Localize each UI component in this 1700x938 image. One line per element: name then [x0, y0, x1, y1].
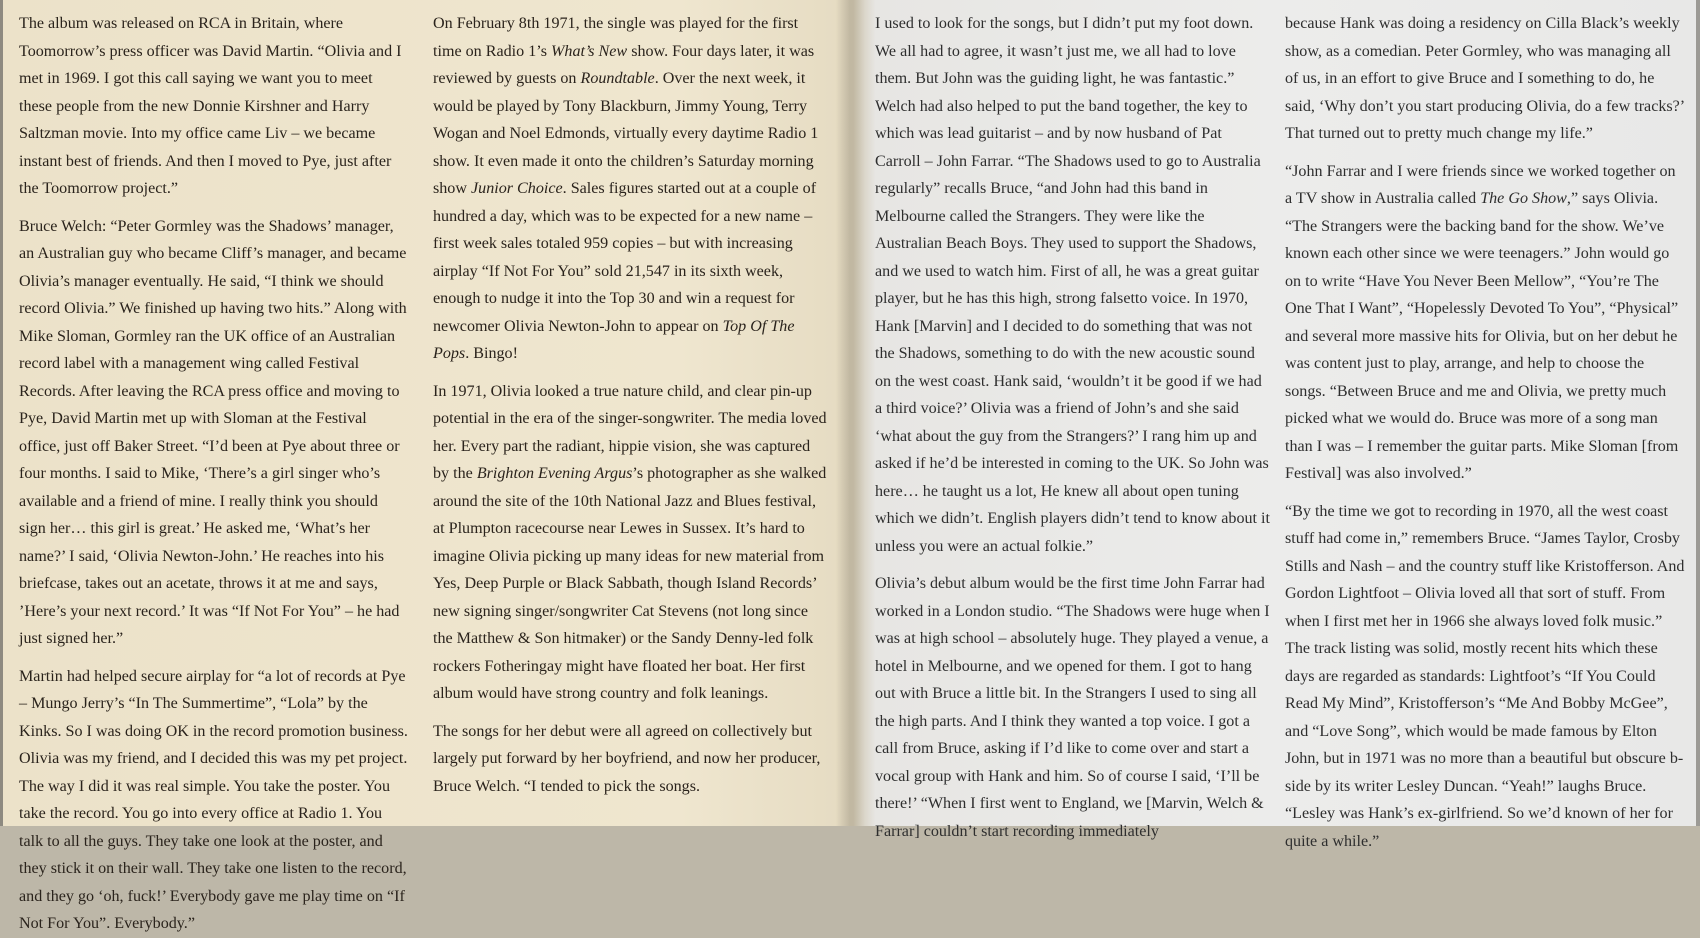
column-3 [875, 10, 1271, 840]
paragraph [433, 10, 829, 368]
paragraph: The songs for her debut were all agreed on collectively but largely put forward by her boyfriend, and now her producer, Bruce Welch. “I tended to pick the songs. [433, 722, 821, 795]
text-run: ’s photographer as she walked around the site of the 10th National Jazz and Blues festival, at Plumpton racecourse near Lewes in Sussex. It’s hard to imagine Olivia picking up many ideas for new material from Yes, Deep Purple or Black Sabbath, though Island Records’ new signing singer/songwriter Cat Stevens (not long since the Matthew & Son hitmaker) or the Sandy Denny-led folk rockers Fotheringay might have floated her boat. Her first album would have strong country and folk leanings. [433, 465, 827, 702]
paragraph: The album was released on RCA in Britain, where Toomorrow’s press officer was David Martin. “Olivia and I met in 1969. I got this call saying we want you to meet these people from the new Donnie Kirshner and Harry Saltzman movie. Into my office came Liv – we became instant best of friends. And then I moved to Pye, just after the Toomorrow project.” [19, 15, 402, 197]
paragraph: Bruce Welch: “Peter Gormley was the Shadows’ manager, an Australian guy who became Cliff’s manager, and became Olivia’s manager eventually. He said, “I think we should record Olivia.” We finished up having two hits.” Along with Mike Sloman, Gormley ran the UK office of an Australian record label with a management wing called Festival Records. After leaving the RCA press office and moving to Pye, David Martin met up with Sloman at the Festival office, just off Baker Street. “I’d been at Pye about three or four months. I said to Mike, ‘There’s a girl singer who’s available and a friend of mine. I really think you should sign her… this girl is great.’ He asked me, ‘What’s her name?’ I said, ‘Olivia Newton-John.’ He reaches into his briefcase, takes out an acetate, throws it at me and says, ’Here’s your next record.’ It was “If Not For You” – he had just signed her.” [19, 217, 407, 647]
italic-title: Junior Choice [471, 180, 563, 197]
text-run: . Sales figures started out at a couple of hundred a day, which was to be expected for a new name – first week sales totaled 959 copies – but with increasing airplay “If Not For You” sold 21,547 in its sixth week, enough to nudge it into the Top 30 and win a request for newcomer Olivia Newton-John to appear on [433, 180, 817, 335]
paragraph [433, 378, 829, 708]
column-2 [433, 10, 829, 820]
paragraph: Martin had helped secure airplay for “a lot of records at Pye – Mungo Jerry’s “In The Summertime”, “Lola” by the Kinks. So I was doing OK in the record promotion business. Olivia was my friend, and I decided this was my pet project. The way I did it was real simple. You take the poster. You take the record. You go into every office at Radio 1. You talk to all the guys. They take one look at the poster, and they stick it on their wall. They take one listen to the record, and they go ‘oh, fuck!’ Everybody gave me play time on “If Not For You”. Everybody.” [19, 667, 408, 932]
text-run: On February 8th 1971, the single was played for the first time on Radio 1’s [433, 15, 799, 60]
paragraph: “By the time we got to recording in 1970, all the west coast stuff had come in,” remembers Bruce. “James Taylor, Crosby Stills and Nash – and the country stuff like Kristofferson. And Gordon Lightfoot – Olivia loved all that sort of stuff. From when I first met her in 1966 she always loved folk music.” The track listing was solid, mostly recent hits which these days are regarded as standards: Lightfoot’s “If You Could Read My Mind”, Kristofferson’s “Me And Bobby McGee”, and “Love Song”, which would be made famous by Elton John, but in 1971 was no more than a beautiful but obscure b-side by its writer Lesley Duncan. “Yeah!” laughs Bruce. “Lesley was Hank’s ex-girlfriend. So we’d known of her for quite a while.” [1285, 502, 1685, 850]
paragraph: Olivia’s debut album would be the first time John Farrar had worked in a London studio. “The Shadows were huge when I was at high school – absolutely huge. They played a venue, a hotel in Melbourne, and we opened for them. I got to hang out with Bruce a little bit. In the Strangers I used to sing all the high parts. And I think they wanted a top voice. I got a call from Bruce, asking if I’d like to come over and start a vocal group with Hank and him. So of course I said, ‘I’ll be there!’ “When I first went to England, we [Marvin, Welch & Farrar] couldn’t start recording immediately [875, 575, 1270, 840]
paragraph: because Hank was doing a residency on Cilla Black’s weekly show, as a comedian. Peter Gormley, who was managing all of us, in an effort to give Bruce and I something to do, he said, ‘Why don’t you start producing Olivia, do a few tracks?’ That turned out to pretty much change my life.” [1285, 15, 1684, 142]
italic-title: The Go Show [1480, 190, 1567, 207]
italic-title: Brighton Evening Argus [476, 465, 633, 482]
text-run: In 1971, Olivia looked a true nature child, and clear pin-up potential in the era of the singer-songwriter. The media loved her. Every part the radiant, hippie vision, she was captured by the [433, 382, 827, 482]
text-run: show. Four days later, it was reviewed by guests on [433, 42, 815, 87]
column-1 [19, 10, 408, 932]
text-run: “John Farrar and I were friends since we worked together on a TV show in Australia called [1285, 162, 1676, 207]
italic-title: What’s New [551, 42, 628, 60]
right-page [850, 0, 1700, 850]
text-run: ,” says Olivia. “The Strangers were the backing band for the show. We’ve known each other since we were teenagers.” John would go on to write “Have You Never Been Mellow”, “You’re The One That I Want”, “Hopelessly Devoted To You”, “Physical” and several more massive hits for Olivia, but on her debut he was content just to play, arrange, and help to choose the songs. “Between Bruce and me and Olivia, we pretty much picked what we would do. Bruce was more of a song man than I was – I remember the guitar parts. Mike Sloman [from Festival] was also involved.” [1285, 190, 1679, 482]
text-run: . Over the next week, it would be played by Tony Blackburn, Jimmy Young, Terry Wogan and Noel Edmonds, virtually every daytime Radio 1 show. It even made it onto the children’s Saturday morning show [433, 70, 819, 197]
italic-title: Top Of The Pops [433, 317, 795, 362]
text-run: . Bingo! [465, 345, 518, 362]
italic-title: Roundtable [580, 70, 655, 87]
left-page [0, 0, 850, 932]
column-4 [1285, 10, 1685, 850]
paragraph: I used to look for the songs, but I didn’t put my foot down. We all had to agree, it wasn’t just me, we all had to love them. But John was the guiding light, he was fantastic.” Welch had also helped to put the band together, the key to which was lead guitarist – and by now husband of Pat Carroll – John Farrar. “The Shadows used to go to Australia regularly” recalls Bruce, “and John had this band in Melbourne called the Strangers. They were like the Australian Beach Boys. They used to support the Shadows, and we used to watch him. First of all, he was a great guitar player, but he has this high, strong falsetto voice. In 1970, Hank [Marvin] and I decided to do something that was not the Shadows, something to do with the new acoustic sound on the west coast. Hank said, ‘wouldn’t it be good if we had a third voice?’ Olivia was a friend of John’s and she said ‘what about the guy from the Strangers?’ I rang him up and asked if he’d be interested in coming to the UK. So John was here… he taught us a lot, He knew all about open tuning which we didn’t. English players didn’t tend to know about it unless you were an actual folkie.” [875, 15, 1270, 555]
paragraph [1285, 158, 1685, 488]
right-edge-shadow [1696, 0, 1700, 826]
